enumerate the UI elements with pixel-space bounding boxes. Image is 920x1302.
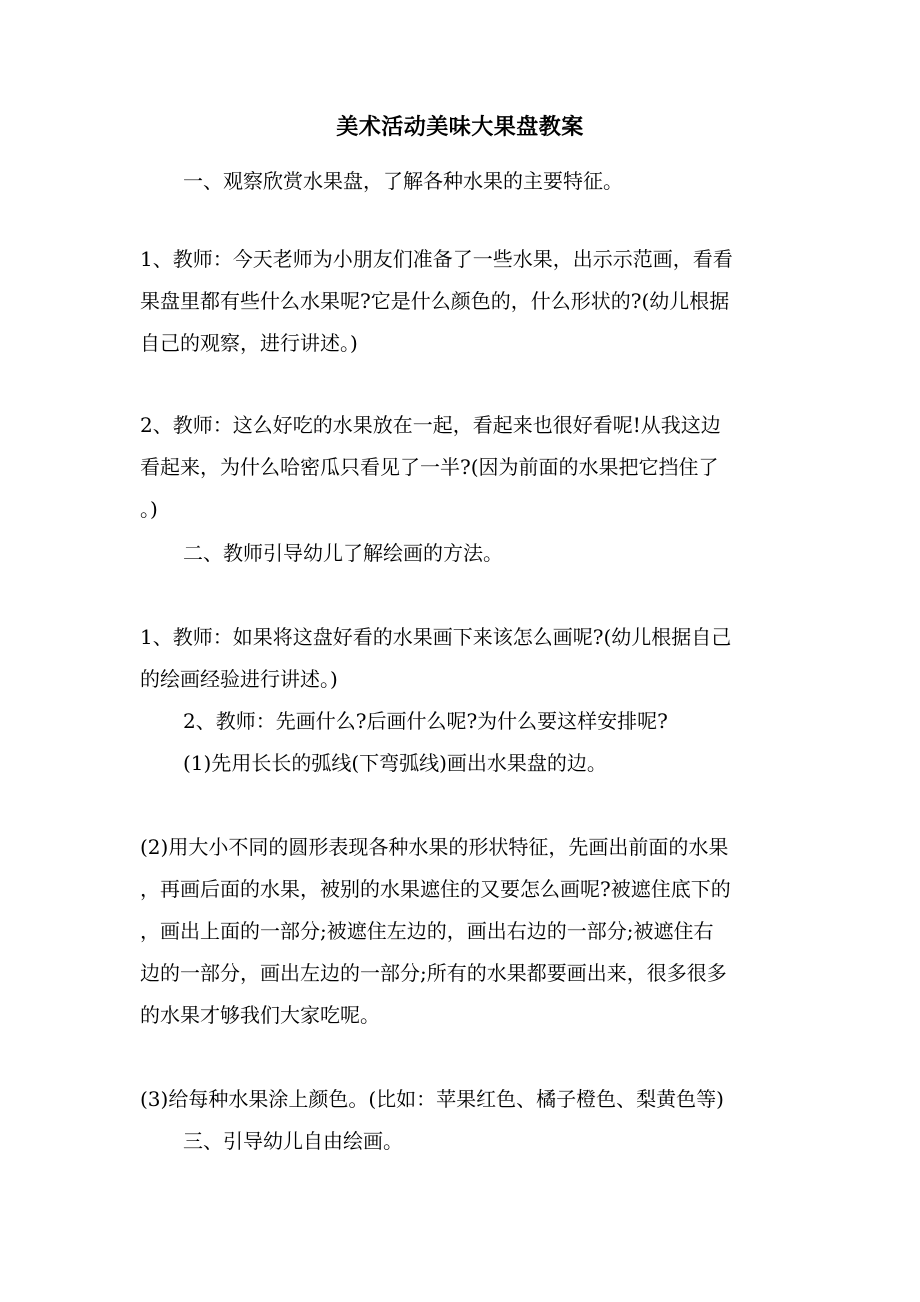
step-1-plate-edge [183, 742, 783, 784]
paragraph-teacher-intro [140, 238, 780, 364]
text-line: (2)用大小不同的圆形表现各种水果的形状特征，先画出前面的水果 [140, 835, 729, 859]
text-line: 的水果才够我们大家吃呢。 [140, 1003, 380, 1027]
text-line: 边的一部分，画出左边的一部分;所有的水果都要画出来，很多很多 [140, 961, 727, 985]
text-line: 1、教师：今天老师为小朋友们准备了一些水果，出示示范画，看看 [140, 247, 733, 271]
text-line: ，画出上面的一部分;被遮住左边的，画出右边的一部分;被遮住右 [140, 919, 714, 943]
text-line: 1、教师：如果将这盘好看的水果画下来该怎么画呢?(幼儿根据自己 [140, 625, 732, 649]
paragraph-teacher-how [140, 616, 780, 700]
text-line: 一、观察欣赏水果盘，了解各种水果的主要特征。 [183, 169, 623, 193]
text-line: 三、引导幼儿自由绘画。 [183, 1129, 403, 1153]
paragraph-teacher-order [183, 700, 783, 742]
step-3-coloring [140, 1078, 780, 1120]
text-line: 看起来，为什么哈密瓜只看见了一半?(因为前面的水果把它挡住了 [140, 455, 719, 479]
text-line: ，再画后面的水果，被别的水果遮住的又要怎么画呢?被遮住底下的 [140, 877, 731, 901]
text-line: (1)先用长长的弧线(下弯弧线)画出水果盘的边。 [183, 751, 607, 775]
document-title: 美术活动美味大果盘教案 [336, 114, 584, 140]
section-heading-free-drawing [183, 1120, 783, 1162]
section-heading-observe [183, 160, 783, 202]
text-line: 自己的观察，进行讲述。) [140, 331, 358, 355]
text-line: (3)给每种水果涂上颜色。(比如：苹果红色、橘子橙色、梨黄色等) [140, 1087, 724, 1111]
text-line: 2、教师：先画什么?后画什么呢?为什么要这样安排呢? [183, 709, 668, 733]
step-2-fruit-shapes [140, 826, 780, 1036]
text-line: 2、教师：这么好吃的水果放在一起，看起来也很好看呢!从我这边 [140, 413, 721, 437]
text-line: 二、教师引导幼儿了解绘画的方法。 [183, 541, 503, 565]
section-heading-method [183, 532, 783, 574]
text-line: 。) [140, 497, 158, 521]
paragraph-teacher-melon [140, 404, 780, 530]
text-line: 果盘里都有些什么水果呢?它是什么颜色的，什么形状的?(幼儿根据 [140, 289, 730, 313]
text-line: 的绘画经验进行讲述。) [140, 667, 338, 691]
